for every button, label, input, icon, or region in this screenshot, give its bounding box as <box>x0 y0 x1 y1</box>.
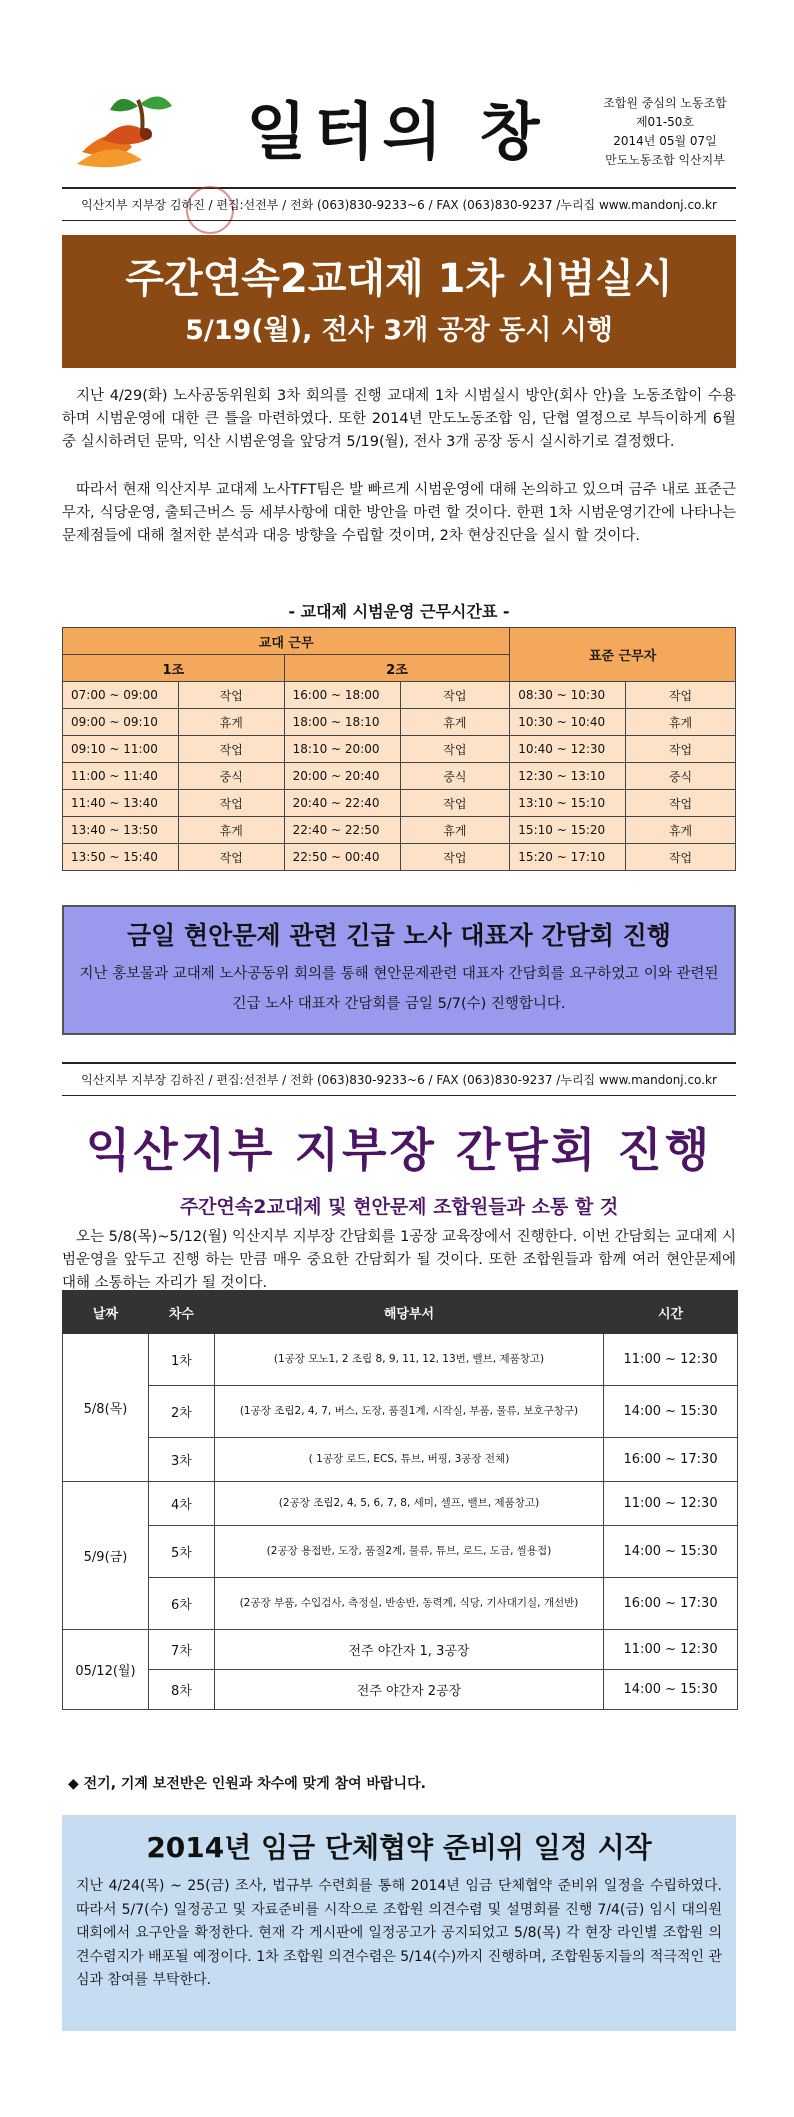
time-cell: 20:40 ~ 22:40 <box>284 790 400 817</box>
activity-cell: 휴게 <box>178 709 284 736</box>
schedule-row <box>63 736 736 763</box>
time-cell: 10:40 ~ 12:30 <box>510 736 626 763</box>
activity-cell: 작업 <box>400 790 510 817</box>
notice-body: 지난 홍보물과 교대제 노사공동위 회의를 통해 현안문제관련 대표자 간담회를 요구하였고 이와 관련된 긴급 노사 대표자 간담회를 금일 5/7(수) 진행합니다. <box>79 966 719 1012</box>
masthead-info-line: 조합원 중심의 노동조합 <box>603 96 727 110</box>
masthead-info-line: 제01-50호 <box>635 115 695 129</box>
meeting-time: 16:00 ~ 17:30 <box>604 1578 738 1630</box>
header-standard-worker: 표준 근무자 <box>510 628 736 682</box>
wage-title: 2014년 임금 단체협약 준비위 일정 시작 <box>146 1831 652 1864</box>
meeting-row <box>63 1334 738 1386</box>
divider <box>62 1095 736 1096</box>
schedule-row <box>63 709 736 736</box>
meeting-department: ( 1공장 로드, ECS, 튜브, 버핑, 3공장 전체) <box>214 1438 603 1482</box>
time-cell: 22:50 ~ 00:40 <box>284 844 400 871</box>
urgent-notice-box <box>62 905 736 1035</box>
schedule-row <box>63 763 736 790</box>
meeting-row <box>63 1670 738 1710</box>
meeting-department: (2공장 부품, 수입검사, 측정실, 반송반, 동력계, 식당, 기사대기실, 개선반) <box>214 1578 603 1630</box>
activity-cell: 작업 <box>626 844 736 871</box>
activity-cell: 작업 <box>400 682 510 709</box>
time-cell: 13:50 ~ 15:40 <box>63 844 179 871</box>
meeting-department: (1공장 조립2, 4, 7, 버스, 도장, 품질1계, 시작실, 부품, 물류, 보호구창구) <box>214 1386 603 1438</box>
article2-body: 오는 5/8(목)~5/12(월) 익산지부 지부장 간담회를 1공장 교육장에서 진행한다. 이번 간담회는 교대제 시범운영을 앞두고 진행 하는 만큼 매우 중요한 간담회가 될 것이다. 또한 조합원들과 함께 여러 현안문제에 대해 소통하는 자리가 될 것이다. <box>62 1229 736 1291</box>
article2-title: 익산지부 지부장 간담회 진행 <box>85 1123 713 1177</box>
meeting-round: 5차 <box>148 1526 214 1578</box>
wage-body: 지난 4/24(목) ~ 25(금) 조사, 법규부 수련회를 통해 2014년 임금 단체협약 준비위 일정을 수립하였다. 따라서 5/7(수) 일정공고 및 자료준비를 시작으로 조합원 의견수렴 및 설명회를 진행 7/4(금) 임시 대의원대회에서 요구안을 확정한다. 현재 각 게시판에 일정공고가 공지되었고 5/8(목) 각 현장 라인별 조합원 의견수렴지가 배포될 예정이다. 1차 조합원 의견수렴은 5/14(수)까지 진행하며, 조합원동지들의 적극적인 관심과 참여를 부탁한다. <box>76 1878 722 1988</box>
schedule-row <box>63 817 736 844</box>
time-cell: 15:20 ~ 17:10 <box>510 844 626 871</box>
meeting-time: 11:00 ~ 12:30 <box>604 1482 738 1526</box>
meeting-department: (2공장 용접반, 도장, 품질2계, 물류, 튜브, 로드, 도금, 씰용접) <box>214 1526 603 1578</box>
divider <box>62 1062 736 1064</box>
wage-agreement-box <box>62 1815 736 2031</box>
meeting-time: 14:00 ~ 15:30 <box>604 1670 738 1710</box>
masthead-info-line: 2014년 05월 07일 <box>613 134 717 148</box>
meeting-row <box>63 1386 738 1438</box>
meeting-time: 14:00 ~ 15:30 <box>604 1386 738 1438</box>
schedule-row <box>63 790 736 817</box>
time-cell: 18:10 ~ 20:00 <box>284 736 400 763</box>
schedule-title: - 교대제 시범운영 근무시간표 - <box>288 602 510 621</box>
header-group-2: 2조 <box>284 655 510 682</box>
time-cell: 09:00 ~ 09:10 <box>63 709 179 736</box>
activity-cell: 휴게 <box>178 817 284 844</box>
meeting-row <box>63 1630 738 1670</box>
meeting-round: 6차 <box>148 1578 214 1630</box>
headline-title: 주간연속2교대제 1차 시범실시 <box>125 256 673 302</box>
meeting-round: 1차 <box>148 1334 214 1386</box>
activity-cell: 휴게 <box>626 709 736 736</box>
time-cell: 11:00 ~ 11:40 <box>63 763 179 790</box>
time-cell: 22:40 ~ 22:50 <box>284 817 400 844</box>
time-cell: 11:40 ~ 13:40 <box>63 790 179 817</box>
headline-banner <box>62 235 736 368</box>
meeting-time: 11:00 ~ 12:30 <box>604 1630 738 1670</box>
schedule-row <box>63 682 736 709</box>
activity-cell: 작업 <box>178 736 284 763</box>
meeting-time: 14:00 ~ 15:30 <box>604 1526 738 1578</box>
activity-cell: 휴게 <box>400 709 510 736</box>
footnote: ◆ 전기, 기계 보전반은 인원과 차수에 맞게 참여 바랍니다. <box>68 1776 426 1792</box>
meeting-time: 16:00 ~ 17:30 <box>604 1438 738 1482</box>
time-cell: 13:40 ~ 13:50 <box>63 817 179 844</box>
meeting-round: 8차 <box>148 1670 214 1710</box>
meeting-department: 전주 야간자 1, 3공장 <box>214 1630 603 1670</box>
time-cell: 16:00 ~ 18:00 <box>284 682 400 709</box>
activity-cell: 작업 <box>178 682 284 709</box>
article1-paragraph: 지난 4/29(화) 노사공동위원회 3차 회의를 진행 교대제 1차 시범실시 방안(회사 안)을 노동조합이 수용하며 시범운영에 대한 큰 틀을 마련하였다. 또한 2014년 만도노동조합 임, 단협 열정으로 부득이하게 6월 중 실시하려던 문막, 익산 시범운영을 앞당겨 5/19(월), 전사 3개 공장 동시 실시하기로 결정했다. <box>62 388 736 450</box>
masthead-info-line: 만도노동조합 익산지부 <box>605 153 725 167</box>
time-cell: 08:30 ~ 10:30 <box>510 682 626 709</box>
activity-cell: 작업 <box>626 790 736 817</box>
meeting-round: 4차 <box>148 1482 214 1526</box>
meeting-row <box>63 1526 738 1578</box>
time-cell: 15:10 ~ 15:20 <box>510 817 626 844</box>
header-shift-work: 교대 근무 <box>63 628 510 655</box>
header-group-1: 1조 <box>63 655 285 682</box>
time-cell: 12:30 ~ 13:10 <box>510 763 626 790</box>
activity-cell: 작업 <box>626 736 736 763</box>
time-cell: 07:00 ~ 09:00 <box>63 682 179 709</box>
schedule-table <box>62 627 736 871</box>
header-time: 시간 <box>604 1291 738 1334</box>
activity-cell: 휴게 <box>400 817 510 844</box>
meeting-row <box>63 1482 738 1526</box>
header-department: 해당부서 <box>214 1291 603 1334</box>
article1-paragraph: 따라서 현재 익산지부 교대제 노사TFT팀은 발 빠르게 시범운영에 대해 논의하고 있으며 금주 내로 표준근무자, 식당운영, 출퇴근버스 등 세부사항에 대한 방안을 마련 할 것이다. 한편 1차 시범운영기간에 나타나는 문제점들에 대해 철저한 분석과 대응 방향을 수립할 것이며, 2차 현상진단을 실시 할 것이다. <box>62 482 737 544</box>
meeting-date: 05/12(월) <box>63 1630 149 1710</box>
activity-cell: 작업 <box>626 682 736 709</box>
divider <box>62 220 736 221</box>
activity-cell: 작업 <box>178 790 284 817</box>
activity-cell: 중식 <box>400 763 510 790</box>
time-cell: 13:10 ~ 15:10 <box>510 790 626 817</box>
meeting-date: 5/8(목) <box>63 1334 149 1482</box>
divider <box>62 187 736 189</box>
activity-cell: 작업 <box>178 844 284 871</box>
contact-info-line: 익산지부 지부장 김하진 / 편집:선전부 / 전화 (063)830-9233~6 / FAX (063)830-9237 /누리집 www.mandonj.co.kr <box>81 198 717 212</box>
meeting-row <box>63 1438 738 1482</box>
activity-cell: 작업 <box>400 844 510 871</box>
schedule-row <box>63 844 736 871</box>
meeting-department: 전주 야간자 2공장 <box>214 1670 603 1710</box>
masthead-info <box>560 94 770 170</box>
header-date: 날짜 <box>63 1291 149 1334</box>
meeting-row <box>63 1578 738 1630</box>
time-cell: 10:30 ~ 10:40 <box>510 709 626 736</box>
article2-subtitle: 주간연속2교대제 및 현안문제 조합원들과 소통 할 것 <box>179 1196 619 1218</box>
meeting-department: (2공장 조립2, 4, 5, 6, 7, 8, 세미, 셀프, 밸브, 제품창고) <box>214 1482 603 1526</box>
activity-cell: 중식 <box>178 763 284 790</box>
meeting-round: 3차 <box>148 1438 214 1482</box>
meeting-date: 5/9(금) <box>63 1482 149 1630</box>
meeting-round: 2차 <box>148 1386 214 1438</box>
contact-info-line: 익산지부 지부장 김하진 / 편집:선전부 / 전화 (063)830-9233~6 / FAX (063)830-9237 /누리집 www.mandonj.co.kr <box>81 1073 717 1087</box>
meeting-round: 7차 <box>148 1630 214 1670</box>
notice-title: 금일 현안문제 관련 긴급 노사 대표자 간담회 진행 <box>127 921 671 950</box>
header-round: 차수 <box>148 1291 214 1334</box>
time-cell: 09:10 ~ 11:00 <box>63 736 179 763</box>
meeting-time: 11:00 ~ 12:30 <box>604 1334 738 1386</box>
time-cell: 18:00 ~ 18:10 <box>284 709 400 736</box>
activity-cell: 휴게 <box>626 817 736 844</box>
time-cell: 20:00 ~ 20:40 <box>284 763 400 790</box>
meeting-department: (1공장 모노1, 2 조립 8, 9, 11, 12, 13번, 밸브, 제품창고) <box>214 1334 603 1386</box>
activity-cell: 작업 <box>400 736 510 763</box>
activity-cell: 중식 <box>626 763 736 790</box>
newsletter-title: 일터의 창 <box>246 95 548 168</box>
meeting-schedule-table <box>62 1290 738 1710</box>
headline-subtitle: 5/19(월), 전사 3개 공장 동시 시행 <box>185 315 613 346</box>
